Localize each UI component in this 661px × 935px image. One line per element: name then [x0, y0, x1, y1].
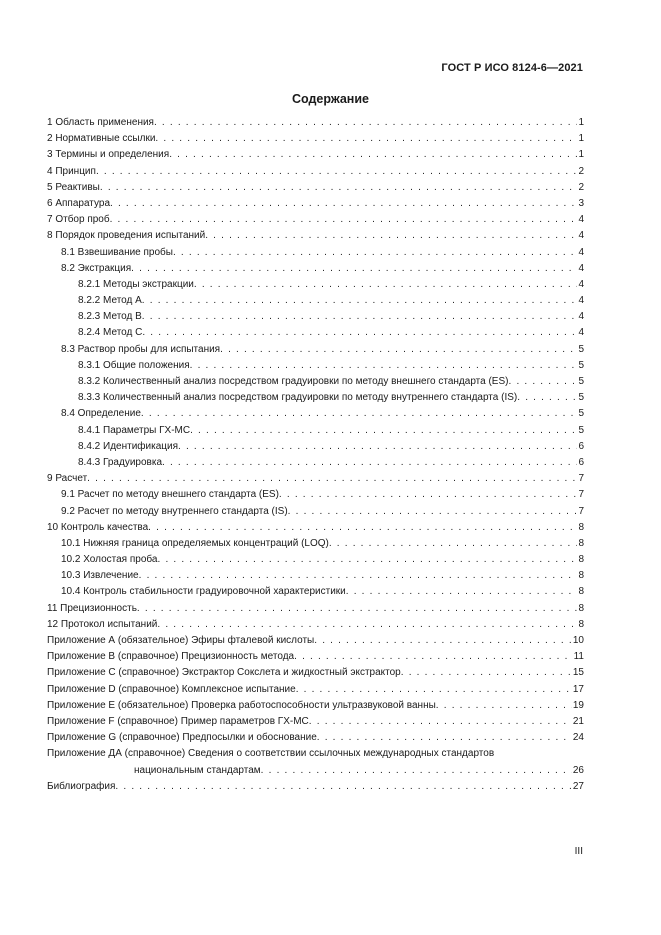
toc-entry[interactable] — [47, 487, 584, 503]
toc-leader-dots — [100, 180, 578, 196]
toc-entry-text: 6 Аппаратура — [47, 197, 111, 209]
toc-entry-page: 7 — [578, 489, 584, 501]
toc-entry-text: 8.4.3 Градуировка — [78, 456, 163, 468]
toc-entry-text: Приложение С (справочное) Экстрактор Сокслета и жидкостный экстрактор — [47, 667, 401, 679]
toc-entry-text: 8.4.1 Параметры ГХ-МС — [78, 424, 191, 436]
toc-entry[interactable] — [47, 601, 584, 617]
toc-entry-page: 8 — [578, 570, 584, 582]
toc-entry[interactable] — [47, 406, 584, 422]
toc-leader-dots — [296, 682, 572, 698]
toc-entry[interactable] — [47, 568, 584, 584]
toc-leader-dots — [87, 471, 577, 487]
page-number: III — [574, 846, 583, 857]
toc-entry-bibliography[interactable] — [47, 779, 584, 795]
toc-leader-dots — [169, 147, 577, 163]
toc-entry[interactable] — [47, 115, 584, 131]
toc-leader-dots — [508, 374, 577, 390]
toc-entry-text: Приложение В (справочное) Прецизионность метода — [47, 651, 295, 663]
toc-leader-dots — [314, 633, 572, 649]
toc-leader-dots — [436, 698, 572, 714]
toc-entry-page: 6 — [578, 440, 584, 452]
toc-entry[interactable] — [47, 131, 584, 147]
toc-entry-page: 4 — [578, 230, 584, 242]
toc-entry-text: 8.3.2 Количественный анализ посредством градуировки по методу внешнего стандарта (ES) — [78, 376, 509, 387]
toc-entry[interactable] — [47, 261, 584, 277]
toc-entry-page: 5 — [578, 359, 584, 371]
toc-entry[interactable] — [47, 714, 584, 730]
toc-entry-page: 4 — [578, 214, 584, 226]
toc-leader-dots — [155, 131, 577, 147]
toc-leader-dots — [96, 164, 578, 180]
toc-leader-dots — [190, 423, 577, 439]
toc-entry-text: 8.2 Экстракция — [61, 262, 132, 274]
toc-entry-annex-da[interactable] — [47, 746, 584, 762]
toc-entry-page: 2 — [578, 165, 584, 177]
toc-entry-text: Приложение G (справочное) Предпосылки и обоснование — [47, 732, 317, 744]
toc-entry-text: 3 Термины и определения — [47, 149, 170, 161]
toc-entry-text: 11 Прецизионность — [47, 602, 137, 614]
toc-leader-dots — [154, 115, 577, 131]
toc-leader-dots — [131, 261, 577, 277]
toc-entry-page: 8 — [578, 602, 584, 614]
toc-entry-text: 9.2 Расчет по методу внутреннего стандарта (IS) — [61, 505, 288, 517]
toc-entry[interactable] — [47, 471, 584, 487]
toc-entry-page: 26 — [572, 764, 584, 776]
toc-entry[interactable] — [47, 212, 584, 228]
toc-entry[interactable] — [47, 164, 584, 180]
toc-list — [47, 115, 584, 746]
toc-leader-dots — [329, 536, 578, 552]
toc-leader-dots — [401, 665, 572, 681]
toc-leader-dots — [115, 779, 571, 795]
toc-entry-text: 10.2 Холостая проба — [61, 554, 158, 566]
toc-entry[interactable] — [47, 649, 584, 665]
toc-leader-dots — [317, 730, 572, 746]
toc-leader-dots — [279, 487, 578, 503]
toc-entry-page: 1 — [578, 133, 584, 145]
toc-entry-text: 8.2.1 Методы экстракции — [78, 278, 194, 290]
toc-leader-dots — [220, 342, 577, 358]
toc-entry-text: 8.2.3 Метод В — [78, 311, 142, 323]
toc-entry-text: Библиография — [47, 780, 116, 792]
toc-entry[interactable] — [47, 536, 584, 552]
toc-entry[interactable] — [47, 633, 584, 649]
toc-entry[interactable] — [47, 228, 584, 244]
toc-entry-page: 7 — [578, 505, 584, 517]
toc-entry[interactable] — [47, 180, 584, 196]
toc-entry[interactable] — [47, 455, 584, 471]
toc-entry-text: 8.3 Раствор пробы для испытания — [61, 343, 221, 355]
toc-entry-page: 15 — [572, 667, 584, 679]
toc-entry-page: 5 — [578, 392, 584, 404]
toc-entry-page: 21 — [572, 715, 584, 727]
toc-entry[interactable] — [47, 374, 584, 390]
toc-entry-page: 4 — [578, 246, 584, 258]
toc-entry-text: 8.3.3 Количественный анализ посредством градуировки по методу внутреннего стандарта (IS) — [78, 392, 518, 404]
toc-leader-dots — [110, 212, 578, 228]
toc-entry-text: 9 Расчет — [47, 473, 88, 485]
toc-entry[interactable] — [47, 147, 584, 163]
toc-entry[interactable] — [47, 698, 584, 714]
toc-entry-page: 19 — [572, 699, 584, 711]
toc-entry-page: 4 — [578, 278, 584, 290]
toc-entry-text: 5 Реактивы — [47, 181, 100, 193]
toc-entry[interactable] — [47, 309, 584, 325]
toc-entry-page: 8 — [578, 521, 584, 533]
toc-entry-page: 5 — [578, 343, 584, 355]
toc-entry-page: 8 — [578, 554, 584, 566]
toc-entry-page: 7 — [578, 473, 584, 485]
toc-entry[interactable] — [47, 665, 584, 681]
toc-leader-dots — [157, 552, 577, 568]
toc-entry[interactable] — [47, 277, 584, 293]
toc-entry-text: 4 Принцип — [47, 165, 96, 177]
toc-leader-dots — [142, 309, 578, 325]
toc-entry-page: 11 — [573, 651, 584, 663]
toc-entry-page: 4 — [578, 327, 584, 339]
toc-entry-text: 7 Отбор проб — [47, 214, 110, 226]
toc-entry-text: 1 Область применения — [47, 117, 154, 128]
toc-entry-text: 10 Контроль качества — [47, 521, 149, 533]
toc-leader-dots — [139, 568, 578, 584]
table-of-contents — [47, 115, 584, 795]
toc-entry-page: 4 — [578, 262, 584, 274]
toc-entry[interactable] — [47, 584, 584, 600]
toc-leader-dots — [194, 277, 578, 293]
toc-entry-text: 9.1 Расчет по методу внешнего стандарта (ES) — [61, 489, 279, 501]
toc-entry-text: 10.3 Извлечение — [61, 570, 139, 582]
toc-entry-text: 12 Протокол испытаний — [47, 618, 158, 630]
toc-entry-page: 10 — [572, 635, 584, 646]
toc-entry[interactable] — [47, 245, 584, 261]
toc-entry-annex-da-continuation[interactable] — [47, 763, 584, 779]
toc-entry-text: Приложение F (справочное) Пример параметров ГХ-МС — [47, 715, 309, 727]
toc-leader-dots — [142, 325, 577, 341]
toc-entry[interactable] — [47, 358, 584, 374]
toc-leader-dots — [517, 390, 577, 406]
toc-entry-text: 10.1 Нижняя граница определяемых концентраций (LOQ) — [61, 537, 329, 549]
toc-leader-dots — [162, 455, 577, 471]
toc-entry-page: 8 — [578, 618, 584, 630]
toc-entry-page: 4 — [578, 311, 584, 323]
toc-entry[interactable] — [47, 423, 584, 439]
toc-title: Содержание — [291, 92, 369, 106]
toc-entry-page: 27 — [572, 780, 584, 792]
toc-leader-dots — [190, 358, 578, 374]
toc-entry-page: 5 — [578, 376, 584, 387]
toc-entry[interactable] — [47, 293, 584, 309]
toc-entry-page: 2 — [578, 181, 584, 193]
toc-entry-text: 8.2.4 Метод С — [78, 327, 143, 339]
toc-entry-page: 3 — [578, 197, 584, 209]
toc-entry-text: Приложение Е (обязательное) Проверка работоспособности ультразвуковой ванны — [47, 699, 436, 711]
toc-entry-page: 1 — [578, 117, 584, 128]
toc-entry[interactable] — [47, 196, 584, 212]
toc-entry[interactable] — [47, 552, 584, 568]
toc-entry[interactable] — [47, 730, 584, 746]
toc-leader-dots — [148, 520, 577, 536]
toc-entry[interactable] — [47, 504, 584, 520]
toc-entry-page: 17 — [572, 683, 584, 695]
toc-entry[interactable] — [47, 325, 584, 341]
toc-entry[interactable] — [47, 390, 584, 406]
toc-leader-dots — [261, 763, 572, 779]
toc-entry-text: 10.4 Контроль стабильности градуировочной характеристики — [61, 586, 346, 598]
toc-entry-text: 8 Порядок проведения испытаний — [47, 230, 206, 242]
toc-entry-text: 8.1 Взвешивание пробы — [61, 246, 173, 258]
toc-entry-text: Приложение D (справочное) Комплексное испытание — [47, 683, 296, 695]
toc-entry-page: 8 — [578, 537, 584, 549]
toc-leader-dots — [110, 196, 577, 212]
toc-entry-page: 24 — [572, 732, 584, 744]
toc-entry-text: 8.4 Определение — [61, 408, 141, 420]
toc-entry-page: 4 — [578, 295, 584, 307]
toc-leader-dots — [137, 601, 578, 617]
toc-entry-page: 5 — [578, 424, 584, 436]
toc-entry[interactable] — [47, 520, 584, 536]
toc-entry[interactable] — [47, 342, 584, 358]
toc-entry[interactable] — [47, 682, 584, 698]
toc-entry-page: 1 — [578, 149, 584, 161]
toc-leader-dots — [309, 714, 572, 730]
toc-leader-dots — [142, 293, 578, 309]
toc-entry-text: Приложение А (обязательное) Эфиры фталевой кислоты — [47, 635, 315, 646]
toc-entry-text: 8.3.1 Общие положения — [78, 359, 190, 371]
toc-leader-dots — [141, 406, 578, 422]
toc-entry-text: 2 Нормативные ссылки — [47, 133, 156, 145]
toc-leader-dots — [294, 649, 573, 665]
toc-entry[interactable] — [47, 617, 584, 633]
toc-entry-text: Приложение ДА (справочное) Сведения о соответствии ссылочных международных стандартов — [47, 748, 495, 760]
toc-leader-dots — [346, 584, 578, 600]
toc-leader-dots — [157, 617, 577, 633]
toc-leader-dots — [205, 228, 577, 244]
toc-entry[interactable] — [47, 439, 584, 455]
standard-designation: ГОСТ Р ИСО 8124-6—2021 — [441, 62, 583, 74]
toc-entry-text: 8.4.2 Идентификация — [78, 440, 178, 452]
toc-entry-page: 8 — [578, 586, 584, 598]
toc-leader-dots — [288, 504, 578, 520]
toc-entry-text: национальным стандартам — [134, 764, 261, 776]
toc-entry-page: 6 — [578, 456, 584, 468]
toc-leader-dots — [178, 439, 577, 455]
toc-leader-dots — [173, 245, 577, 261]
toc-entry-page: 5 — [578, 408, 584, 420]
toc-entry-text: 8.2.2 Метод А — [78, 295, 142, 307]
